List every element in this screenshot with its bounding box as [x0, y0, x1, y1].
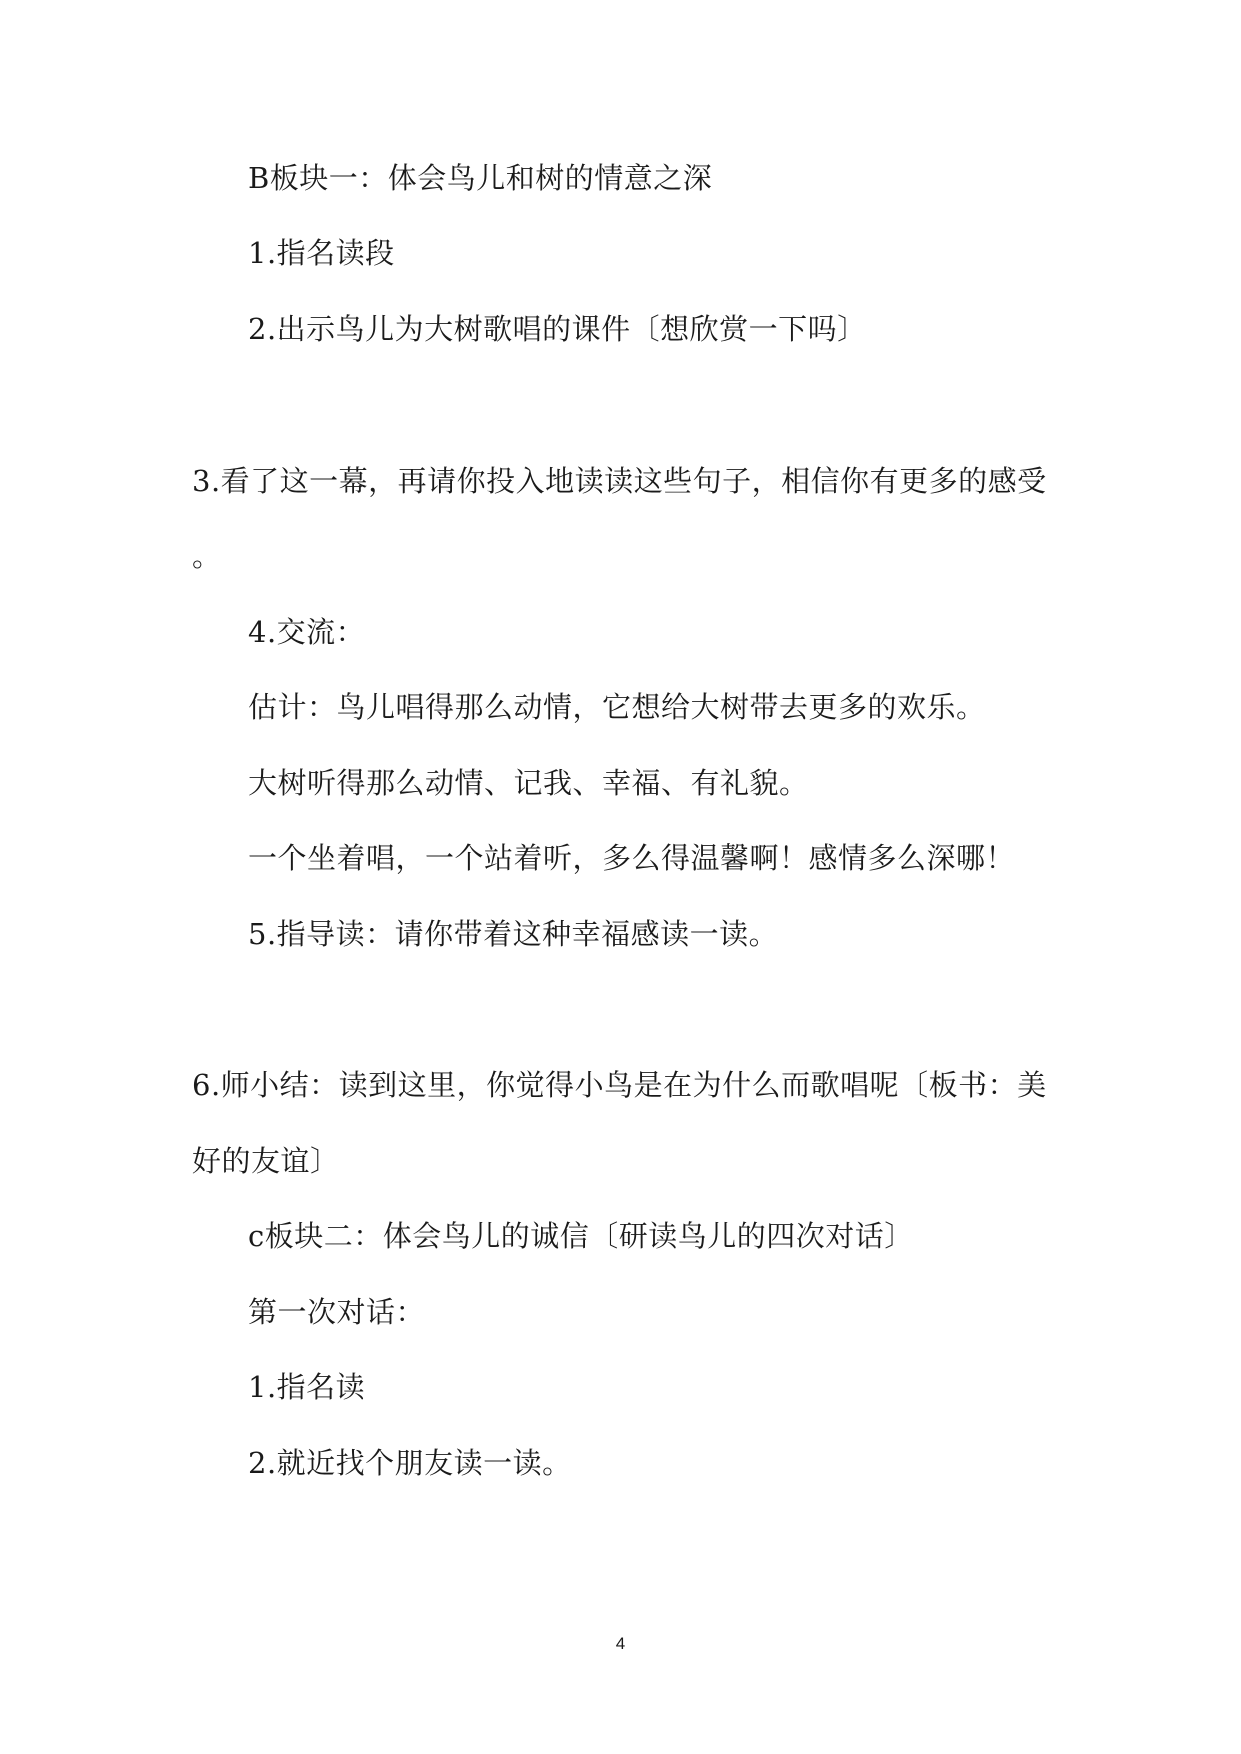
paragraph-line: 第一次对话： — [248, 1295, 426, 1329]
paragraph-line: 估计：鸟儿唱得那么动情，它想给大树带去更多的欢乐。 — [248, 690, 986, 724]
page-number: 4 — [615, 1634, 626, 1653]
paragraph-line: 5.指导读：请你带着这种幸福感读一读。 — [248, 917, 779, 951]
paragraph-line: 大树听得那么动情、记我、幸福、有礼貌。 — [248, 766, 809, 800]
paragraph-line: 4.交流： — [248, 615, 366, 649]
paragraph-line: 好的友谊〕 — [192, 1144, 340, 1178]
section-heading-c: c板块二：体会鸟儿的诚信〔研读鸟儿的四次对话〕 — [248, 1219, 914, 1253]
paragraph-line: 1.指名读段 — [248, 236, 395, 270]
paragraph-line: 2.出示鸟儿为大树歌唱的课件〔想欣赏一下吗〕 — [248, 312, 867, 346]
section-heading-b: B板块一：体会鸟儿和树的情意之深 — [248, 161, 713, 195]
paragraph-line: 2.就近找个朋友读一读。 — [248, 1446, 572, 1480]
paragraph-line: 。 — [192, 539, 222, 573]
paragraph-line: 3.看了这一幕，再请你投入地读读这些句子，相信你有更多的感受 — [192, 464, 1047, 498]
paragraph-line: 1.指名读 — [248, 1370, 366, 1404]
paragraph-line: 一个坐着唱，一个站着听，多么得温馨啊！感情多么深哪！ — [248, 841, 1016, 875]
paragraph-line: 6.师小结：读到这里，你觉得小鸟是在为什么而歌唱呢〔板书：美 — [192, 1068, 1047, 1102]
